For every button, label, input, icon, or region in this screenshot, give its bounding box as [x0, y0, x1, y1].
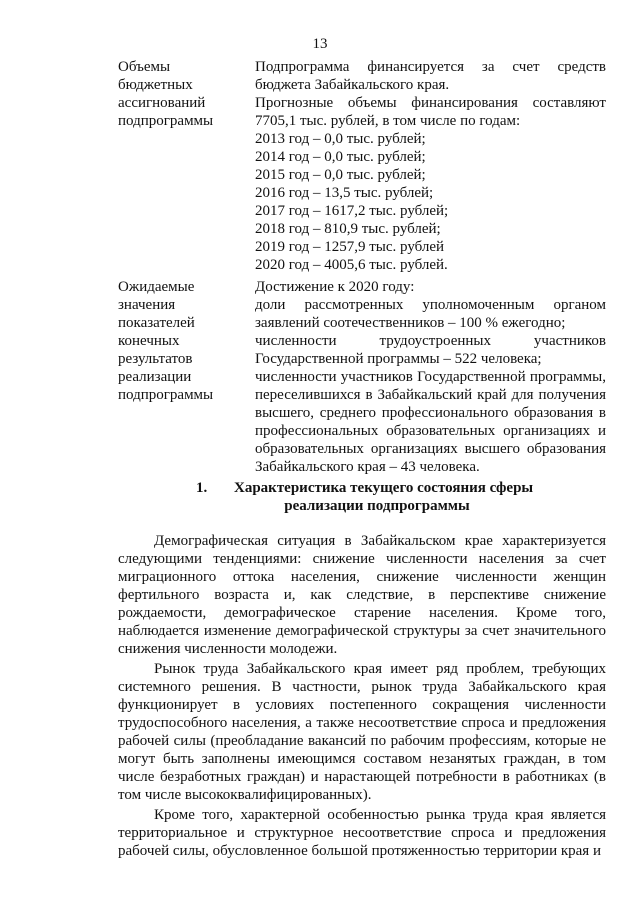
label-line: реализации [118, 369, 192, 385]
body-paragraph: Кроме того, характерной особенностью рынка труда края является территориальное и структурное несоответствие спроса и предложения рабочей силы, обусловленное большой протяженностью территории края и [118, 807, 606, 859]
label-line: Ожидаемые [118, 279, 195, 295]
value-paragraph: численности трудоустроенных участников Государственной программы – 522 человека; [255, 333, 606, 367]
value-paragraph: Достижение к 2020 году: [255, 279, 415, 295]
value-paragraph: 2013 год – 0,0 тыс. рублей; [255, 131, 426, 147]
label-line: подпрограммы [118, 113, 214, 129]
label-line: конечных [118, 333, 180, 349]
table-row-results [118, 278, 606, 476]
row-value [255, 58, 606, 274]
body-paragraph: Демографическая ситуация в Забайкальском крае характеризуется следующими тенденциями: снижение численности населения за счет миграционного оттока населения, снижение численности женщин фертильного возраста и, как следствие, в перспективе снижение рождаемости, демографическое старение населения. Кроме того, наблюдается изменение демографической структуры за счет значительного снижения численности молодежи. [118, 533, 606, 657]
value-paragraph: численности участников Государственной программы, переселившихся в Забайкальский край для получения высшего, среднего профессионального образования в профессиональных образовательных организациях и образовательных организациях высшего образования Забайкальского края – 43 человека. [255, 369, 606, 475]
value-paragraph: 2020 год – 4005,6 тыс. рублей. [255, 257, 448, 273]
label-line: бюджетных [118, 77, 193, 93]
label-line: подпрограммы [118, 387, 214, 403]
passport-table [118, 58, 606, 476]
value-paragraph: 2019 год – 1257,9 тыс. рублей [255, 239, 445, 255]
value-paragraph: Прогнозные объемы финансирования составляют 7705,1 тыс. рублей, в том числе по годам: [255, 95, 606, 129]
body-paragraph: Рынок труда Забайкальского края имеет ряд проблем, требующих системного решения. В частности, рынок труда Забайкальского края функционирует в условиях постепенного сокращения численности трудоспособного населения, а также несоответствие спроса и предложения рабочей силы (преобладание вакансий по рабочим профессиям, которые не могут быть заполнены имеющимся составом незанятых граждан, в том числе безработных граждан) и нарастающей потребности в работниках (в том числе высококвалифицированных). [118, 661, 606, 803]
row-label [118, 58, 255, 274]
label-line: показателей [118, 315, 195, 331]
label-line: значения [118, 297, 176, 313]
label-line: ассигнований [118, 95, 206, 111]
value-paragraph: 2017 год – 1617,2 тыс. рублей; [255, 203, 449, 219]
section-title-line-2: реализации подпрограммы [284, 498, 470, 514]
value-paragraph: 2016 год – 13,5 тыс. рублей; [255, 185, 434, 201]
page-number: 13 [312, 36, 328, 52]
body-text [118, 532, 606, 860]
value-paragraph: 2018 год – 810,9 тыс. рублей; [255, 221, 441, 237]
section-number: 1. [196, 480, 208, 496]
value-paragraph: 2015 год – 0,0 тыс. рублей; [255, 167, 426, 183]
section-title-line-1: Характеристика текущего состояния сферы [234, 480, 534, 496]
value-paragraph: 2014 год – 0,0 тыс. рублей; [255, 149, 426, 165]
section-heading [118, 479, 606, 515]
label-line: Объемы [118, 59, 171, 75]
label-line: результатов [118, 351, 193, 367]
table-row-budget [118, 58, 606, 274]
row-label [118, 278, 255, 476]
value-paragraph: доли рассмотренных уполномоченным органом заявлений соотечественников – 100 % ежегодно; [255, 297, 606, 331]
row-value [255, 278, 606, 476]
value-paragraph: Подпрограмма финансируется за счет средств бюджета Забайкальского края. [255, 59, 606, 93]
